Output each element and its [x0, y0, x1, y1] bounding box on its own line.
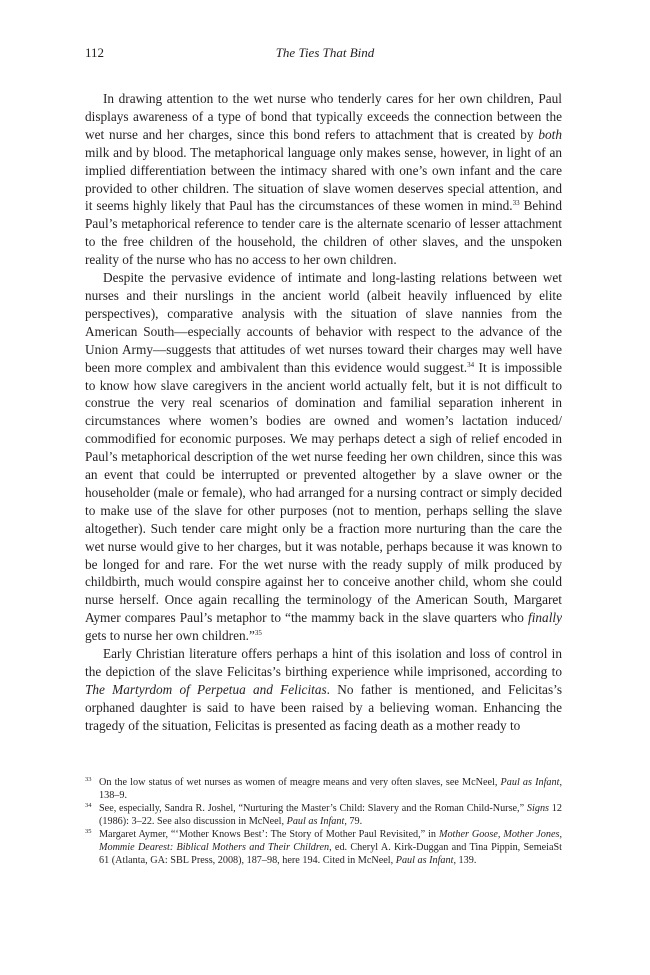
text-run: In drawing attention to the wet nurse who tenderly cares for her own children, Paul displays awareness of a type of bond that typically exceeds the connection between the wet nurse and her charges, since this bond refers to attachment that is created by: [85, 91, 562, 142]
text-run: , 79.: [344, 815, 363, 827]
text-run: 12 (1986): 3–22. See also discussion in McNeel,: [99, 803, 562, 827]
running-head: [0, 45, 650, 65]
text-run: It is impossible to know how slave caregivers in the ancient world actually felt, but it is not difficult to construe the very real scenarios of domination and familial separation inherent in circumstances where women’s bodies are owned and women’s lactation induced/ commodified for economic purposes. We may perhaps detect a sigh of relief encoded in Paul’s metaphorical description of the wet nurse feeding her own children, since this was an event that could be interrupted or prevented altogether by a slave owner or the householder (male or female), who had arranged for a nursing contract or simply decided to make use of the slave for other purposes (not to mention, perhaps selling the slave altogether). Such tender care might only be a fraction more nurturing than the care the wet nurse would give to her charges, but it was notable, perhaps because it was known to be longed for and rare. For the wet nurse with the ready supply of milk produced by childbirth, much would conspire against her to conceive another child, whom she could nurse herself. Once again recalling the terminology of the American South, Margaret Aymer compares Paul’s metaphor to “the mammy back in the slave quarters who: [85, 359, 562, 626]
footnote-33: [85, 777, 562, 802]
italic-text: Paul as Infant: [500, 777, 560, 788]
footnote-text: [99, 803, 562, 827]
text-run: Despite the pervasive evidence of intimate and long-lasting relations between wet nurses and their nurslings in the ancient world (albeit heavily influenced by elite perspectives), comparative analysis with the situation of slave nannies from the American South—especially accounts of behavior with respect to the advance of the Union Army—suggests that attitudes of wet nurses toward their charges may well have been more complex and ambivalent than this evidence would suggest.: [85, 270, 562, 375]
running-title: The Ties That Bind: [275, 45, 375, 60]
text-run: On the low status of wet nurses as women of meagre means and very often slaves, see McNeel,: [99, 777, 501, 788]
italic-text: finally: [528, 610, 562, 626]
footnote-text: [99, 777, 562, 801]
paragraph-3: [85, 645, 562, 735]
text-run: , ed. Cheryl A. Kirk-Duggan and Tina Pippin, SemeiaSt 61 (Atlanta, GA: SBL Press, 2008), 187–98, here 194. Cited in McNeel,: [99, 841, 563, 866]
italic-text: The Martyrdom of Perpetua and Felicitas: [85, 681, 327, 697]
text-run: , 139.: [453, 854, 477, 866]
footnote-35: [85, 829, 562, 867]
footnote-marker: 34: [85, 802, 92, 810]
page-number: 112: [85, 45, 105, 60]
text-run: , 138–9.: [99, 777, 562, 801]
italic-text: Paul as Infant: [395, 854, 454, 866]
footnote-reference: 33: [512, 199, 520, 208]
italic-text: Paul as Infant: [286, 815, 345, 827]
footnote-reference: 34: [467, 360, 475, 369]
text-run: Margaret Aymer, “‘Mother Knows Best’: The Story of Mother Paul Revisited,” in: [99, 829, 439, 841]
text-run: See, especially, Sandra R. Joshel, “Nurturing the Master’s Child: Slavery and the Roman Child-Nurse,”: [99, 803, 527, 815]
footnotes: [85, 777, 562, 868]
footnote-text: [99, 829, 562, 865]
paragraph-1: [85, 90, 562, 269]
text-run: Behind Paul’s metaphorical reference to tender care is the alternate scenario of lesser attachment to the free children of the household, the children of other slaves, and the unspoken reality of the nurse who has no access to her own children.: [85, 198, 562, 268]
text-run: gets to nurse her own children.”: [85, 628, 255, 644]
body-text: [85, 90, 562, 735]
footnote-reference: 35: [254, 629, 262, 638]
footnote-marker: 35: [85, 828, 92, 836]
text-run: Early Christian literature offers perhaps a hint of this isolation and loss of control in the depiction of the slave Felicitas’s birthing experience while imprisoned, according to: [85, 646, 562, 679]
footnote-marker: 33: [85, 776, 92, 783]
italic-text: Signs: [526, 803, 549, 815]
text-run: . No father is mentioned, and Felicitas’s orphaned daughter is said to have been raised by a believing woman. Enhancing the tragedy of the situation, Felicitas is presented as facing death as a mother ready to: [85, 681, 562, 733]
italic-text: Mother Goose, Mother Jones, Mommie Dearest: Biblical Mothers and Their Children: [99, 829, 562, 853]
paragraph-2: [85, 269, 562, 645]
footnote-34: [85, 803, 562, 828]
text-run: milk and by blood. The metaphorical language only makes sense, however, in light of an implied differentiation between the intimacy shared with one’s own infant and the care provided to other children. The situation of slave women deserves special attention, and it seems highly likely that Paul has the circumstances of these women in mind.: [85, 144, 562, 214]
italic-text: both: [538, 126, 562, 142]
